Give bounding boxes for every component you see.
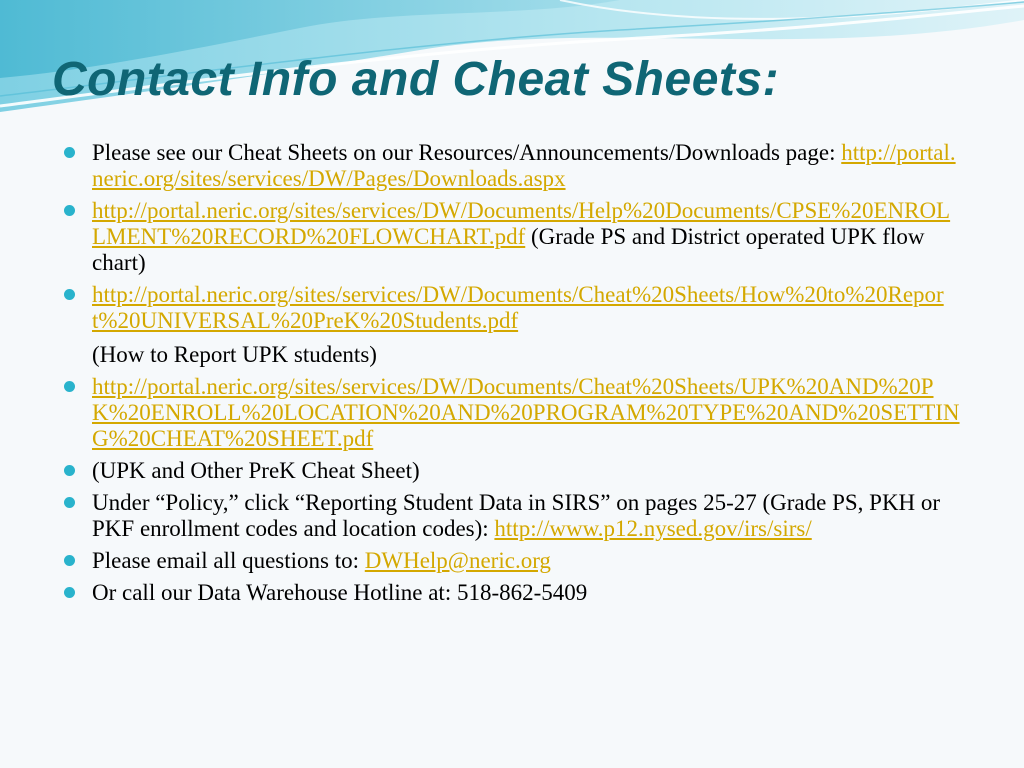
item-subtext: (How to Report UPK students) [92, 342, 377, 367]
upk-pk-cheat-sheet-link[interactable]: http://portal.neric.org/sites/services/DW/Documents/Cheat%20Sheets/UPK%20AND%20PK%20ENROLL%20LOCATION%20AND%20PROGRAM%20TYPE%20AND%20SETTING%20CHEAT%20SHEET.pdf [92, 374, 960, 451]
report-upk-link[interactable]: http://portal.neric.org/sites/services/DW/Documents/Cheat%20Sheets/How%20to%20Report%20UNIVERSAL%20PreK%20Students.pdf [92, 282, 944, 333]
cpse-flowchart-link[interactable]: http://portal.neric.org/sites/services/DW/Documents/Help%20Documents/CPSE%20ENROLLMENT%20RECORD%20FLOWCHART.pdf [92, 198, 951, 249]
item-text: Please email all questions to: [92, 548, 365, 573]
list-item [62, 140, 962, 192]
bullet-icon [64, 465, 75, 476]
item-text: (Grade PS and District operated UPK flow chart) [92, 224, 925, 275]
item-text: (UPK and Other PreK Cheat Sheet) [92, 458, 420, 483]
email-link[interactable]: DWHelp@neric.org [364, 548, 551, 573]
list-item [62, 198, 962, 276]
list-item [62, 458, 962, 484]
item-text: Under “Policy,” click “Reporting Student Data in SIRS” on pages 25-27 (Grade PS, PKH or PKF enrollment codes and location codes): [92, 490, 941, 541]
bullet-icon [64, 497, 75, 508]
bullet-icon [64, 555, 75, 566]
bullet-icon [64, 147, 75, 158]
list-item [62, 580, 962, 606]
bullet-icon [64, 587, 75, 598]
item-text: Or call our Data Warehouse Hotline at: 518-862-5409 [92, 580, 588, 605]
bullet-icon [64, 205, 75, 216]
item-text: Please see our Cheat Sheets on our Resources/Announcements/Downloads page: [92, 140, 842, 165]
list-item [62, 548, 962, 574]
list-item [62, 282, 962, 368]
slide-title: Contact Info and Cheat Sheets: [52, 53, 780, 106]
bullet-icon [64, 381, 75, 392]
bullet-icon [64, 289, 75, 300]
list-item [62, 490, 962, 542]
list-item [62, 374, 962, 452]
sirs-link[interactable]: http://www.p12.nysed.gov/irs/sirs/ [494, 516, 812, 541]
downloads-page-link[interactable]: http://portal.neric.org/sites/services/DW/Pages/Downloads.aspx [92, 140, 956, 191]
bullet-list [62, 140, 962, 612]
